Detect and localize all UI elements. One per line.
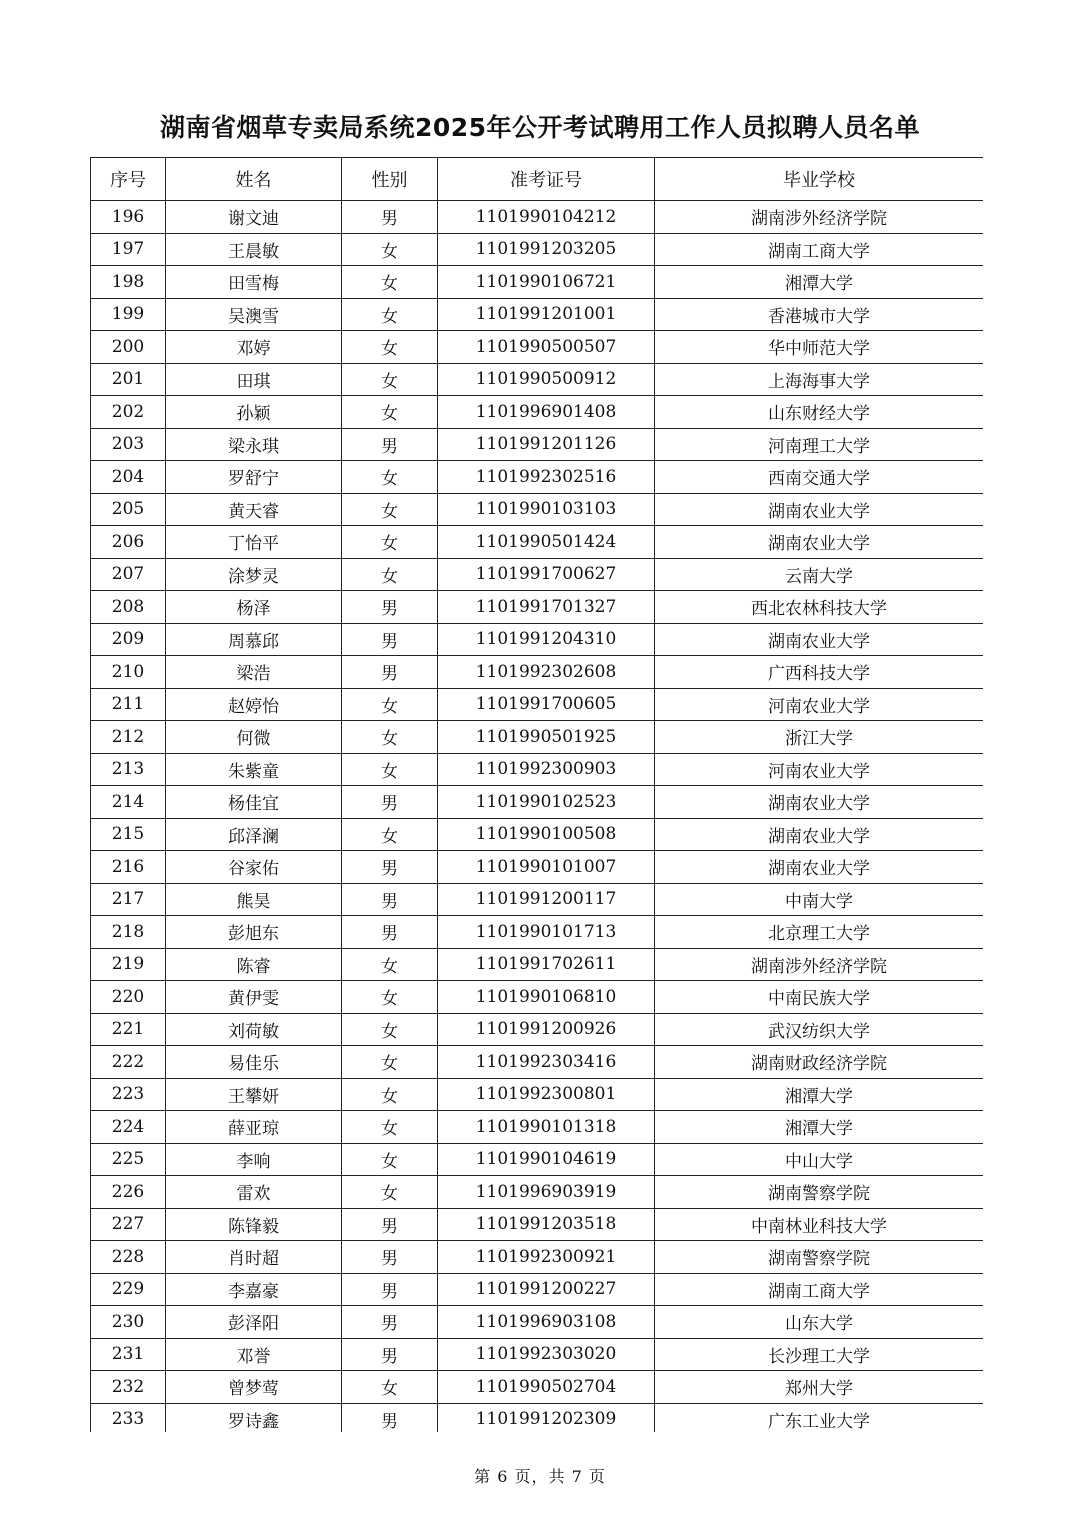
table-row [91,1143,984,1176]
cell-exam-id: 1101990106721 [438,266,655,299]
table-row [91,948,984,981]
cell-gender: 男 [342,851,438,884]
table-header-row [91,158,984,201]
cell-name: 朱紫童 [166,753,342,786]
cell-index: 222 [91,1046,166,1079]
cell-index: 212 [91,721,166,754]
header-index: 序号 [91,158,166,201]
cell-exam-id: 1101992300921 [438,1241,655,1274]
table-row [91,558,984,591]
cell-exam-id: 1101991702611 [438,948,655,981]
cell-school: 云南大学 [655,558,984,591]
cell-exam-id: 1101990500912 [438,363,655,396]
table-row [91,1403,984,1432]
cell-index: 207 [91,558,166,591]
cell-exam-id: 1101990501925 [438,721,655,754]
cell-gender: 男 [342,623,438,656]
cell-school: 湖南农业大学 [655,526,984,559]
table-row [91,1013,984,1046]
cell-exam-id: 1101992300801 [438,1078,655,1111]
cell-school: 华中师范大学 [655,331,984,364]
cell-exam-id: 1101991701327 [438,591,655,624]
cell-exam-id: 1101990502704 [438,1371,655,1404]
table-row [91,201,984,234]
table-row [91,818,984,851]
cell-gender: 男 [342,201,438,234]
cell-index: 225 [91,1143,166,1176]
cell-exam-id: 1101991201001 [438,298,655,331]
cell-name: 何微 [166,721,342,754]
cell-index: 217 [91,883,166,916]
header-exam-id: 准考证号 [438,158,655,201]
cell-name: 谷家佑 [166,851,342,884]
cell-exam-id: 1101992302608 [438,656,655,689]
cell-gender: 女 [342,721,438,754]
cell-index: 214 [91,786,166,819]
cell-exam-id: 1101991203518 [438,1208,655,1241]
cell-index: 227 [91,1208,166,1241]
cell-exam-id: 1101991201126 [438,428,655,461]
cell-school: 湖南涉外经济学院 [655,948,984,981]
cell-gender: 女 [342,266,438,299]
cell-school: 上海海事大学 [655,363,984,396]
cell-name: 周慕邱 [166,623,342,656]
cell-gender: 女 [342,233,438,266]
cell-name: 曾梦莺 [166,1371,342,1404]
cell-index: 206 [91,526,166,559]
cell-index: 197 [91,233,166,266]
cell-school: 湖南警察学院 [655,1241,984,1274]
cell-index: 200 [91,331,166,364]
cell-index: 216 [91,851,166,884]
cell-index: 210 [91,656,166,689]
cell-index: 224 [91,1111,166,1144]
cell-gender: 女 [342,461,438,494]
cell-school: 长沙理工大学 [655,1338,984,1371]
cell-gender: 女 [342,396,438,429]
cell-gender: 女 [342,688,438,721]
table-row [91,331,984,364]
cell-school: 河南理工大学 [655,428,984,461]
cell-gender: 女 [342,1013,438,1046]
cell-school: 北京理工大学 [655,916,984,949]
cell-name: 梁浩 [166,656,342,689]
table-row [91,493,984,526]
table-row [91,233,984,266]
cell-exam-id: 1101990100508 [438,818,655,851]
table-row [91,786,984,819]
cell-index: 205 [91,493,166,526]
cell-school: 湖南农业大学 [655,493,984,526]
cell-name: 王攀妍 [166,1078,342,1111]
table-row [91,916,984,949]
cell-school: 湖南农业大学 [655,851,984,884]
cell-gender: 男 [342,656,438,689]
cell-exam-id: 1101996901408 [438,396,655,429]
cell-index: 232 [91,1371,166,1404]
cell-exam-id: 1101990101318 [438,1111,655,1144]
cell-name: 熊昊 [166,883,342,916]
cell-index: 198 [91,266,166,299]
cell-name: 杨泽 [166,591,342,624]
cell-school: 河南农业大学 [655,688,984,721]
cell-exam-id: 1101992302516 [438,461,655,494]
cell-school: 广西科技大学 [655,656,984,689]
cell-index: 221 [91,1013,166,1046]
cell-exam-id: 1101991203205 [438,233,655,266]
table-row [91,526,984,559]
cell-gender: 女 [342,363,438,396]
cell-gender: 女 [342,1111,438,1144]
cell-exam-id: 1101990106810 [438,981,655,1014]
table-row [91,883,984,916]
cell-exam-id: 1101991700627 [438,558,655,591]
cell-index: 218 [91,916,166,949]
cell-name: 田琪 [166,363,342,396]
cell-gender: 女 [342,1078,438,1111]
cell-name: 肖时超 [166,1241,342,1274]
table-row [91,591,984,624]
cell-school: 广东工业大学 [655,1403,984,1432]
cell-exam-id: 1101996903919 [438,1176,655,1209]
cell-name: 李嘉豪 [166,1273,342,1306]
cell-index: 229 [91,1273,166,1306]
cell-index: 213 [91,753,166,786]
cell-name: 涂梦灵 [166,558,342,591]
cell-exam-id: 1101990104619 [438,1143,655,1176]
cell-index: 219 [91,948,166,981]
cell-school: 湖南工商大学 [655,233,984,266]
cell-exam-id: 1101991700605 [438,688,655,721]
cell-exam-id: 1101990101713 [438,916,655,949]
cell-gender: 男 [342,786,438,819]
cell-name: 刘荷敏 [166,1013,342,1046]
table-row [91,1306,984,1339]
cell-school: 郑州大学 [655,1371,984,1404]
cell-gender: 女 [342,1143,438,1176]
cell-exam-id: 1101991200117 [438,883,655,916]
header-school: 毕业学校 [655,158,984,201]
cell-gender: 女 [342,331,438,364]
cell-name: 赵婷怡 [166,688,342,721]
cell-exam-id: 1101996903108 [438,1306,655,1339]
table-row [91,461,984,494]
cell-index: 231 [91,1338,166,1371]
cell-school: 湖南警察学院 [655,1176,984,1209]
candidate-table-container [90,157,983,1432]
candidate-table [90,157,983,1432]
cell-name: 吴澳雪 [166,298,342,331]
cell-gender: 男 [342,1403,438,1432]
cell-name: 丁怡平 [166,526,342,559]
cell-exam-id: 1101992303020 [438,1338,655,1371]
cell-school: 中南林业科技大学 [655,1208,984,1241]
cell-school: 湘潭大学 [655,266,984,299]
cell-school: 河南农业大学 [655,753,984,786]
cell-gender: 女 [342,948,438,981]
header-gender: 性别 [342,158,438,201]
cell-gender: 女 [342,753,438,786]
cell-name: 罗舒宁 [166,461,342,494]
cell-exam-id: 1101992303416 [438,1046,655,1079]
cell-gender: 男 [342,1338,438,1371]
cell-index: 233 [91,1403,166,1432]
cell-gender: 男 [342,916,438,949]
cell-index: 220 [91,981,166,1014]
cell-name: 陈锋毅 [166,1208,342,1241]
table-row [91,623,984,656]
cell-name: 谢文迪 [166,201,342,234]
cell-index: 201 [91,363,166,396]
cell-name: 罗诗鑫 [166,1403,342,1432]
table-row [91,688,984,721]
cell-school: 湖南农业大学 [655,623,984,656]
cell-exam-id: 1101990500507 [438,331,655,364]
cell-school: 湘潭大学 [655,1111,984,1144]
cell-name: 黄伊雯 [166,981,342,1014]
cell-school: 湖南财政经济学院 [655,1046,984,1079]
cell-exam-id: 1101990103103 [438,493,655,526]
cell-gender: 女 [342,558,438,591]
cell-index: 230 [91,1306,166,1339]
cell-school: 浙江大学 [655,721,984,754]
cell-index: 199 [91,298,166,331]
cell-school: 武汉纺织大学 [655,1013,984,1046]
cell-name: 梁永琪 [166,428,342,461]
cell-exam-id: 1101990501424 [438,526,655,559]
cell-exam-id: 1101990104212 [438,201,655,234]
table-row [91,428,984,461]
cell-gender: 男 [342,428,438,461]
table-row [91,753,984,786]
cell-index: 228 [91,1241,166,1274]
cell-index: 208 [91,591,166,624]
cell-index: 211 [91,688,166,721]
cell-school: 山东大学 [655,1306,984,1339]
table-row [91,298,984,331]
cell-school: 湖南涉外经济学院 [655,201,984,234]
table-row [91,656,984,689]
cell-gender: 男 [342,883,438,916]
table-row [91,1208,984,1241]
header-name: 姓名 [166,158,342,201]
cell-exam-id: 1101991202309 [438,1403,655,1432]
cell-name: 雷欢 [166,1176,342,1209]
cell-name: 易佳乐 [166,1046,342,1079]
cell-index: 215 [91,818,166,851]
table-row [91,1371,984,1404]
cell-name: 李响 [166,1143,342,1176]
cell-index: 226 [91,1176,166,1209]
cell-school: 西南交通大学 [655,461,984,494]
cell-exam-id: 1101992300903 [438,753,655,786]
table-row [91,363,984,396]
cell-school: 西北农林科技大学 [655,591,984,624]
table-row [91,266,984,299]
cell-school: 湘潭大学 [655,1078,984,1111]
cell-gender: 男 [342,1241,438,1274]
cell-index: 203 [91,428,166,461]
table-row [91,1176,984,1209]
cell-school: 山东财经大学 [655,396,984,429]
table-row [91,396,984,429]
cell-school: 香港城市大学 [655,298,984,331]
cell-gender: 女 [342,1046,438,1079]
cell-gender: 男 [342,591,438,624]
cell-index: 204 [91,461,166,494]
table-row [91,1241,984,1274]
cell-gender: 男 [342,1208,438,1241]
cell-name: 邓婷 [166,331,342,364]
cell-gender: 女 [342,818,438,851]
cell-name: 陈睿 [166,948,342,981]
cell-name: 杨佳宜 [166,786,342,819]
cell-gender: 女 [342,981,438,1014]
table-row [91,721,984,754]
table-row [91,851,984,884]
cell-gender: 女 [342,493,438,526]
table-row [91,1273,984,1306]
cell-name: 邱泽澜 [166,818,342,851]
cell-index: 223 [91,1078,166,1111]
cell-gender: 男 [342,1306,438,1339]
cell-gender: 男 [342,1273,438,1306]
cell-name: 黄天睿 [166,493,342,526]
cell-exam-id: 1101991204310 [438,623,655,656]
page-number: 第 6 页，共 7 页 [474,1467,606,1486]
cell-school: 湖南工商大学 [655,1273,984,1306]
cell-index: 202 [91,396,166,429]
table-row [91,1078,984,1111]
cell-name: 田雪梅 [166,266,342,299]
cell-name: 彭旭东 [166,916,342,949]
table-row [91,1111,984,1144]
cell-exam-id: 1101990101007 [438,851,655,884]
cell-exam-id: 1101990102523 [438,786,655,819]
table-row [91,981,984,1014]
cell-gender: 女 [342,1371,438,1404]
cell-school: 中南民族大学 [655,981,984,1014]
cell-name: 邓誉 [166,1338,342,1371]
cell-gender: 女 [342,1176,438,1209]
cell-name: 孙颖 [166,396,342,429]
cell-school: 湖南农业大学 [655,818,984,851]
cell-gender: 女 [342,298,438,331]
cell-index: 196 [91,201,166,234]
cell-index: 209 [91,623,166,656]
table-row [91,1338,984,1371]
cell-school: 湖南农业大学 [655,786,984,819]
cell-gender: 女 [342,526,438,559]
cell-school: 中南大学 [655,883,984,916]
page-title: 湖南省烟草专卖局系统2025年公开考试聘用工作人员拟聘人员名单 [159,113,921,142]
cell-exam-id: 1101991200227 [438,1273,655,1306]
cell-exam-id: 1101991200926 [438,1013,655,1046]
cell-school: 中山大学 [655,1143,984,1176]
table-row [91,1046,984,1079]
cell-name: 王晨敏 [166,233,342,266]
cell-name: 彭泽阳 [166,1306,342,1339]
cell-name: 薛亚琼 [166,1111,342,1144]
